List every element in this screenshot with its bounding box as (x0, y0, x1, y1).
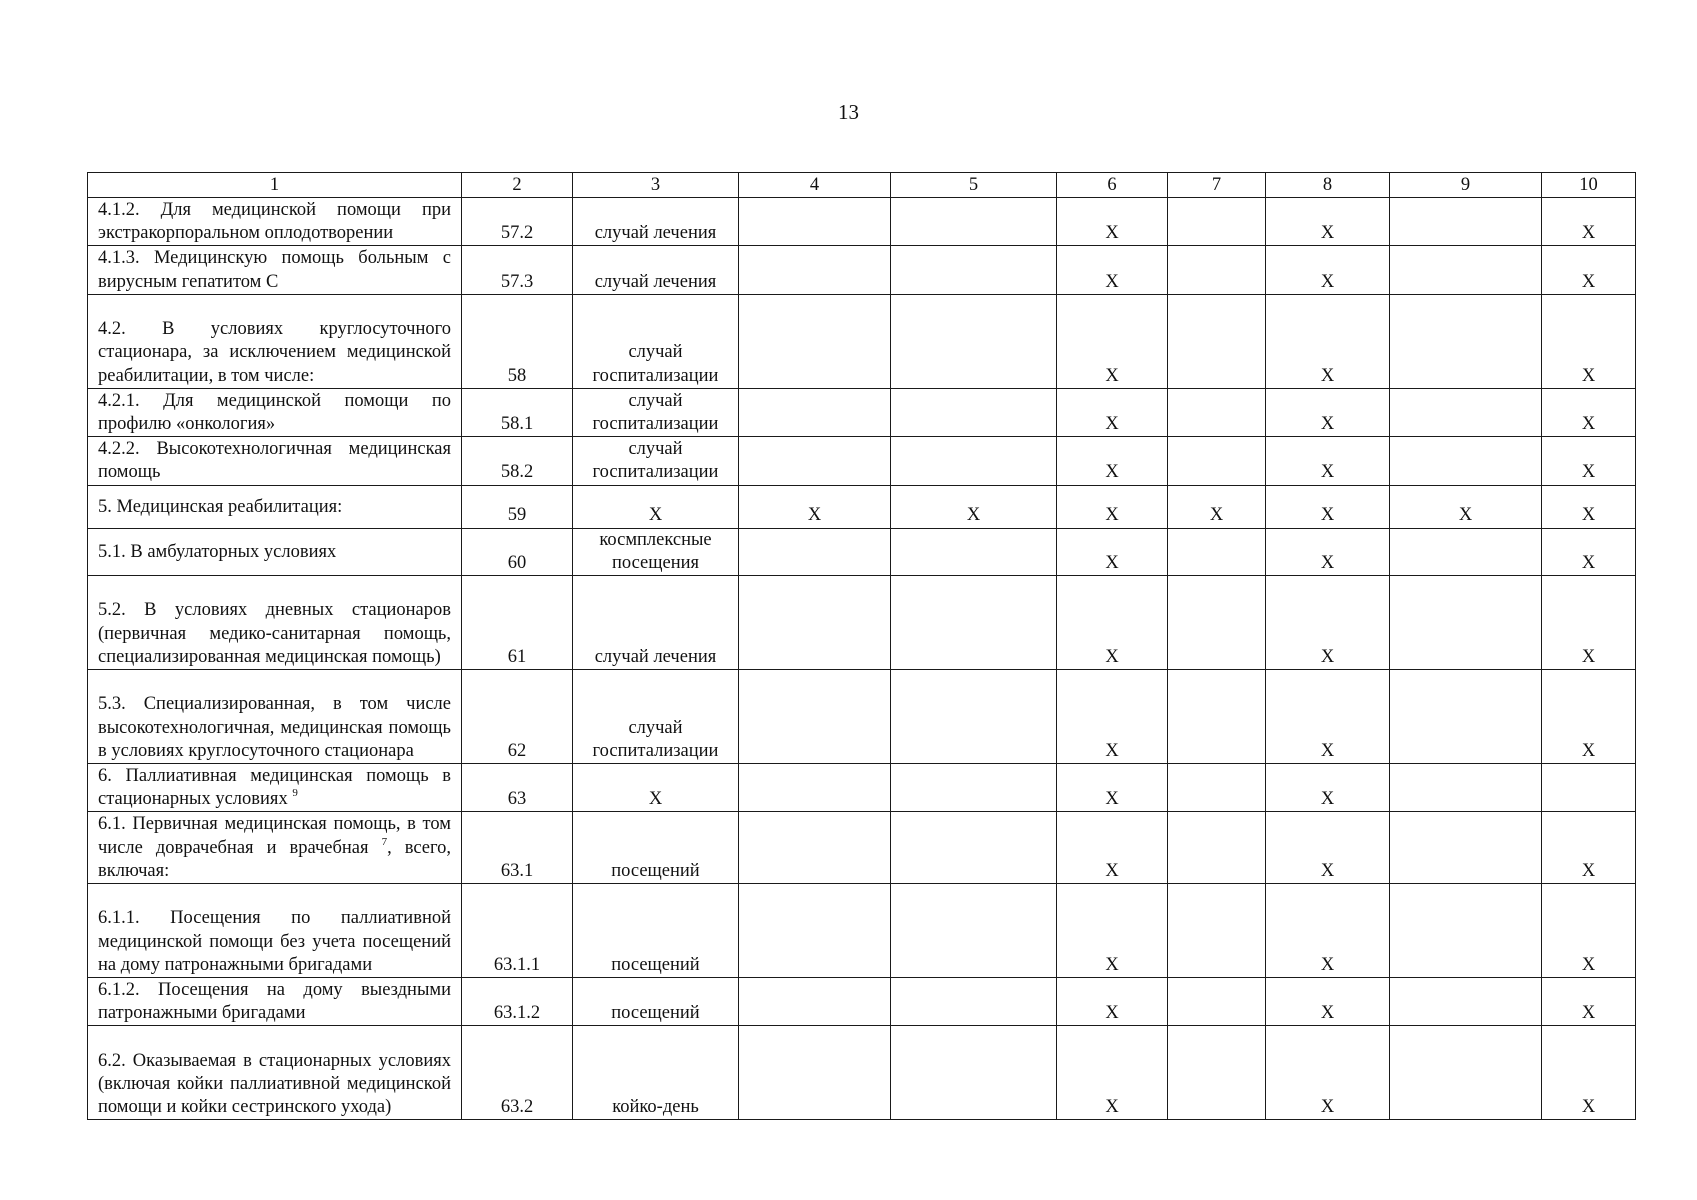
description-text: 4.2.2. Высокотехнологичная медицинская помощь (98, 439, 451, 483)
table-cell (1390, 1026, 1542, 1120)
table-cell: 63.1.2 (462, 978, 573, 1026)
table-row (88, 978, 1636, 1026)
table-cell: X (1057, 576, 1168, 670)
table-cell: X (1266, 764, 1390, 812)
table-row (88, 437, 1636, 485)
table-cell (891, 978, 1057, 1026)
table-cell (1390, 978, 1542, 1026)
table-cell: 58.1 (462, 388, 573, 436)
table-cell (739, 437, 891, 485)
table-row (88, 485, 1636, 528)
description-text: 4.2. В условиях круглосуточного стационара, за исключением медицинской реабилитации, в том числе: (98, 319, 451, 386)
table-row (88, 246, 1636, 294)
table-cell (891, 812, 1057, 884)
header-row (88, 173, 1636, 198)
table-cell: X (1057, 812, 1168, 884)
table-row (88, 528, 1636, 575)
table-cell: X (1266, 576, 1390, 670)
table-cell (739, 884, 891, 978)
table-cell (1168, 437, 1266, 485)
table-cell: X (1542, 670, 1636, 764)
row-description (88, 764, 462, 812)
table-cell: X (1542, 437, 1636, 485)
table-cell: X (891, 485, 1057, 528)
table-cell: X (1266, 485, 1390, 528)
table-row (88, 388, 1636, 436)
table-cell: X (1542, 198, 1636, 246)
table-cell: X (1266, 246, 1390, 294)
table-cell: 58 (462, 294, 573, 388)
table-cell: случай лечения (573, 576, 739, 670)
table-cell (1390, 294, 1542, 388)
description-text: 5.1. В амбулаторных условиях (98, 541, 337, 562)
column-header: 8 (1266, 173, 1390, 198)
description-text: 6.1.1. Посещения по паллиативной медицинской помощи без учета посещений на дому патронажными бригадами (98, 908, 451, 975)
table-cell (1168, 978, 1266, 1026)
table-cell: 63.1 (462, 812, 573, 884)
row-description (88, 884, 462, 978)
row-description (88, 485, 462, 528)
table-cell (1390, 246, 1542, 294)
table-body (88, 198, 1636, 1120)
table-cell: случай лечения (573, 246, 739, 294)
table-cell: посещений (573, 884, 739, 978)
description-text: 5. Медицинская реабилитация: (98, 496, 343, 517)
table-cell (891, 884, 1057, 978)
row-description (88, 246, 462, 294)
table-cell: X (1057, 884, 1168, 978)
table-cell: X (1057, 294, 1168, 388)
description-text: 4.2.1. Для медицинской помощи по профилю «онкология» (98, 390, 451, 435)
table-cell: 63.1.1 (462, 884, 573, 978)
table-row (88, 198, 1636, 246)
column-header: 9 (1390, 173, 1542, 198)
table-cell (891, 670, 1057, 764)
table-cell: X (1390, 485, 1542, 528)
table-cell: X (1542, 812, 1636, 884)
column-header: 4 (739, 173, 891, 198)
footnote-marker: 7 (381, 835, 388, 848)
table-cell: 58.2 (462, 437, 573, 485)
table-cell: X (1542, 576, 1636, 670)
table-cell: 62 (462, 670, 573, 764)
table-cell: случай госпитализации (573, 670, 739, 764)
table-cell: случай госпитализации (573, 388, 739, 436)
table-cell: 60 (462, 528, 573, 575)
table-cell (739, 764, 891, 812)
table-cell: 57.3 (462, 246, 573, 294)
column-header: 5 (891, 173, 1057, 198)
table-cell: X (1542, 528, 1636, 575)
table-cell: X (1057, 670, 1168, 764)
table-row (88, 884, 1636, 978)
table-cell (1168, 1026, 1266, 1120)
table-cell: X (1266, 670, 1390, 764)
table-cell: X (1266, 437, 1390, 485)
description-text: 6.1. Первичная медицинская помощь, в том числе доврачебная и врачебная (98, 814, 451, 858)
table-cell: X (1168, 485, 1266, 528)
table-cell (1390, 528, 1542, 575)
table-cell (739, 576, 891, 670)
column-header: 1 (88, 173, 462, 198)
column-header: 7 (1168, 173, 1266, 198)
table-cell (891, 576, 1057, 670)
description-text: 5.3. Специализированная, в том числе высокотехнологичная, медицинская помощь в условиях круглосуточного стационара (98, 694, 451, 761)
table-cell: X (1057, 437, 1168, 485)
table-cell (1390, 764, 1542, 812)
table-cell: X (1057, 528, 1168, 575)
table-cell: X (1057, 485, 1168, 528)
table-cell (1390, 670, 1542, 764)
data-table (87, 172, 1636, 1120)
table-cell (739, 978, 891, 1026)
table-cell (1168, 884, 1266, 978)
column-header: 2 (462, 173, 573, 198)
row-description (88, 1026, 462, 1120)
table-cell: X (1266, 884, 1390, 978)
table-cell (739, 246, 891, 294)
table-row (88, 764, 1636, 812)
table-cell: 63.2 (462, 1026, 573, 1120)
table-cell: койко-день (573, 1026, 739, 1120)
table-cell (891, 294, 1057, 388)
table-cell: X (1542, 388, 1636, 436)
row-description (88, 388, 462, 436)
table-cell (891, 198, 1057, 246)
table-cell (891, 528, 1057, 575)
table-cell (739, 528, 891, 575)
description-suffix: , всего, включая: (98, 837, 451, 881)
table-cell (739, 812, 891, 884)
table-row (88, 294, 1636, 388)
description-text: 4.1.2. Для медицинской помощи при экстракорпоральном оплодотворении (98, 200, 451, 244)
table-cell (1168, 670, 1266, 764)
table-cell (891, 388, 1057, 436)
row-description (88, 812, 462, 884)
table-cell: X (1266, 528, 1390, 575)
table-cell: X (1266, 294, 1390, 388)
table-cell: X (1542, 1026, 1636, 1120)
table-cell: 59 (462, 485, 573, 528)
table-cell (891, 1026, 1057, 1120)
description-text: 5.2. В условиях дневных стационаров (первичная медико-санитарная помощь, специализированная медицинская помощь) (98, 600, 451, 667)
table-cell: X (1057, 978, 1168, 1026)
table-cell: случай госпитализации (573, 294, 739, 388)
row-description (88, 294, 462, 388)
table-cell: X (1542, 485, 1636, 528)
table-cell: X (573, 485, 739, 528)
table-cell (739, 1026, 891, 1120)
table-cell: X (1266, 978, 1390, 1026)
table-cell (1390, 576, 1542, 670)
table-cell (739, 198, 891, 246)
table-cell (1168, 764, 1266, 812)
table-cell (1168, 812, 1266, 884)
table-cell (891, 437, 1057, 485)
table-cell: случай лечения (573, 198, 739, 246)
table-cell: 61 (462, 576, 573, 670)
table-cell (1390, 198, 1542, 246)
table-cell: 57.2 (462, 198, 573, 246)
table-cell: X (1542, 884, 1636, 978)
column-header: 6 (1057, 173, 1168, 198)
description-text: 6.1.2. Посещения на дому выездными патронажными бригадами (98, 980, 451, 1024)
table-cell (1390, 812, 1542, 884)
table-cell: X (1057, 1026, 1168, 1120)
table-cell: X (1542, 294, 1636, 388)
table-cell (891, 246, 1057, 294)
row-description (88, 576, 462, 670)
table-cell (1168, 246, 1266, 294)
page-number: 13 (838, 100, 859, 124)
table-cell (1168, 388, 1266, 436)
table-cell (1168, 198, 1266, 246)
row-description (88, 528, 462, 575)
row-description (88, 978, 462, 1026)
table-cell: космплексные посещения (573, 528, 739, 575)
table-cell (739, 670, 891, 764)
row-description (88, 670, 462, 764)
table-cell: X (1266, 198, 1390, 246)
table-row (88, 812, 1636, 884)
table-cell: X (1057, 198, 1168, 246)
table-cell (1168, 528, 1266, 575)
table-cell: X (739, 485, 891, 528)
table-cell: посещений (573, 812, 739, 884)
table-cell (1168, 294, 1266, 388)
column-header: 3 (573, 173, 739, 198)
table-cell: X (1542, 246, 1636, 294)
table-cell: X (573, 764, 739, 812)
table-cell: X (1542, 978, 1636, 1026)
description-text: 6. Паллиативная медицинская помощь в стационарных условиях (98, 766, 451, 810)
table-cell: X (1057, 764, 1168, 812)
table-row (88, 1026, 1636, 1120)
table-cell (1390, 388, 1542, 436)
table-cell: случай госпитализации (573, 437, 739, 485)
column-header: 10 (1542, 173, 1636, 198)
row-description (88, 198, 462, 246)
table-cell: X (1057, 246, 1168, 294)
description-text: 6.2. Оказываемая в стационарных условиях (включая койки паллиативной медицинской помощи и койки сестринского ухода) (98, 1050, 451, 1118)
row-description (88, 437, 462, 485)
table-cell (1168, 576, 1266, 670)
table-cell: X (1266, 388, 1390, 436)
table-cell (1542, 764, 1636, 812)
table-cell (1390, 884, 1542, 978)
table-cell: X (1057, 388, 1168, 436)
table-cell: X (1266, 812, 1390, 884)
table-cell (739, 294, 891, 388)
table-cell: посещений (573, 978, 739, 1026)
table-cell (1390, 437, 1542, 485)
table-cell (891, 764, 1057, 812)
table-row (88, 670, 1636, 764)
table-row (88, 576, 1636, 670)
description-text: 4.1.3. Медицинскую помощь больным с вирусным гепатитом С (98, 248, 451, 292)
table-cell: X (1266, 1026, 1390, 1120)
table-cell: 63 (462, 764, 573, 812)
table-cell (739, 388, 891, 436)
footnote-marker: 9 (292, 787, 298, 800)
